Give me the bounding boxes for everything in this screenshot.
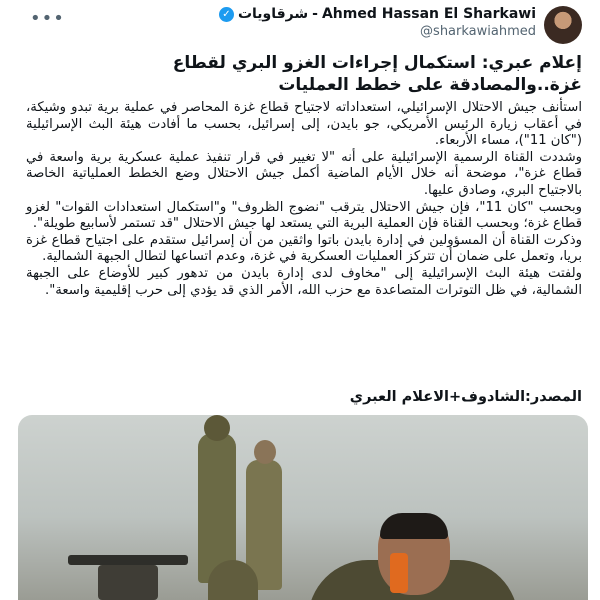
tweet-header [219,6,582,44]
soldier-hair [380,513,448,539]
phone-icon [390,553,408,593]
tweet-body [26,100,582,299]
display-name[interactable]: Ahmed Hassan El Sharkawi [321,6,536,22]
weapon-shape [68,555,188,565]
more-options-icon[interactable]: ••• [30,8,65,29]
tweet-photo[interactable] [18,415,588,600]
soldier-head [254,440,276,464]
body-paragraph: ولفتت هيئة البث الإسرائيلية إلى "مخاوف لدى إدارة بايدن من تدهور كبير للأوضاع على الجبهة الشمالية، في ظل التوترات المتصاعدة مع حزب الله، الأمر الذي قد يؤدي إلى حرب إقليمية واسعة". [26,265,582,298]
body-paragraph: وشددت القناة الرسمية الإسرائيلية على أنه "لا تغيير في قرار تنفيذ عملية عسكرية برية واسعة في قطاع غزة"، موضحة أنه خلال الأيام الماضية أكمل جيش الاحتلال وضع الخطط العملياتية الخاصة بالاجتياح البري، وصادق عليها. [26,149,582,198]
weapon-shape [98,565,158,600]
soldier-head [204,415,230,441]
body-paragraph: استأنف جيش الاحتلال الإسرائيلي، استعداداته لاجتياح قطاع غزة المحاصر في عملية برية تبدو وشيكة، في أعقاب زيارة الرئيس الأمريكي، جو بايدن، إلى إسرائيل، بحسب ما أفادت هيئة البث الإسرائيلية ("كان 11")، مساء الأربعاء. [26,100,582,149]
author-block [219,6,536,39]
source-line: المصدر:الشادوف+الاعلام العبري [349,389,582,405]
author-handle[interactable]: @sharkawiahmed [420,24,536,39]
body-paragraph: وبحسب "كان 11"، فإن جيش الاحتلال يترقب "نضوج الظروف" و"استكمال استعدادات القوات" لغزو قطاع غزة؛ وبحسب القناة فإن العملية البرية التي يستعد لها جيش الاحتلال "قد تستمر لأسابيع طويلة". [26,199,583,232]
tweet-headline: إعلام عبري: استكمال إجراءات الغزو البري لقطاع غزة..والمصادقة على خطط العمليات [172,53,582,95]
verified-badge-icon: ✓ [219,7,234,22]
avatar[interactable] [544,6,582,44]
arabic-display-name[interactable]: شرقاويات [237,6,309,22]
author-name-line[interactable]: Ahmed Hassan El Sharkawi - شرقاويات ✓ [219,6,536,22]
body-paragraph: وذكرت القناة أن المسؤولين في إدارة بايدن باتوا واثقين من أن إسرائيل ستقدم على اجتياح قطاع غزة بريا، وتعمل على ضمان أن تتركز العمليات العسكرية في غزة، وعدم اتساعها لتطال الجبهة الشمالية. [26,232,582,265]
